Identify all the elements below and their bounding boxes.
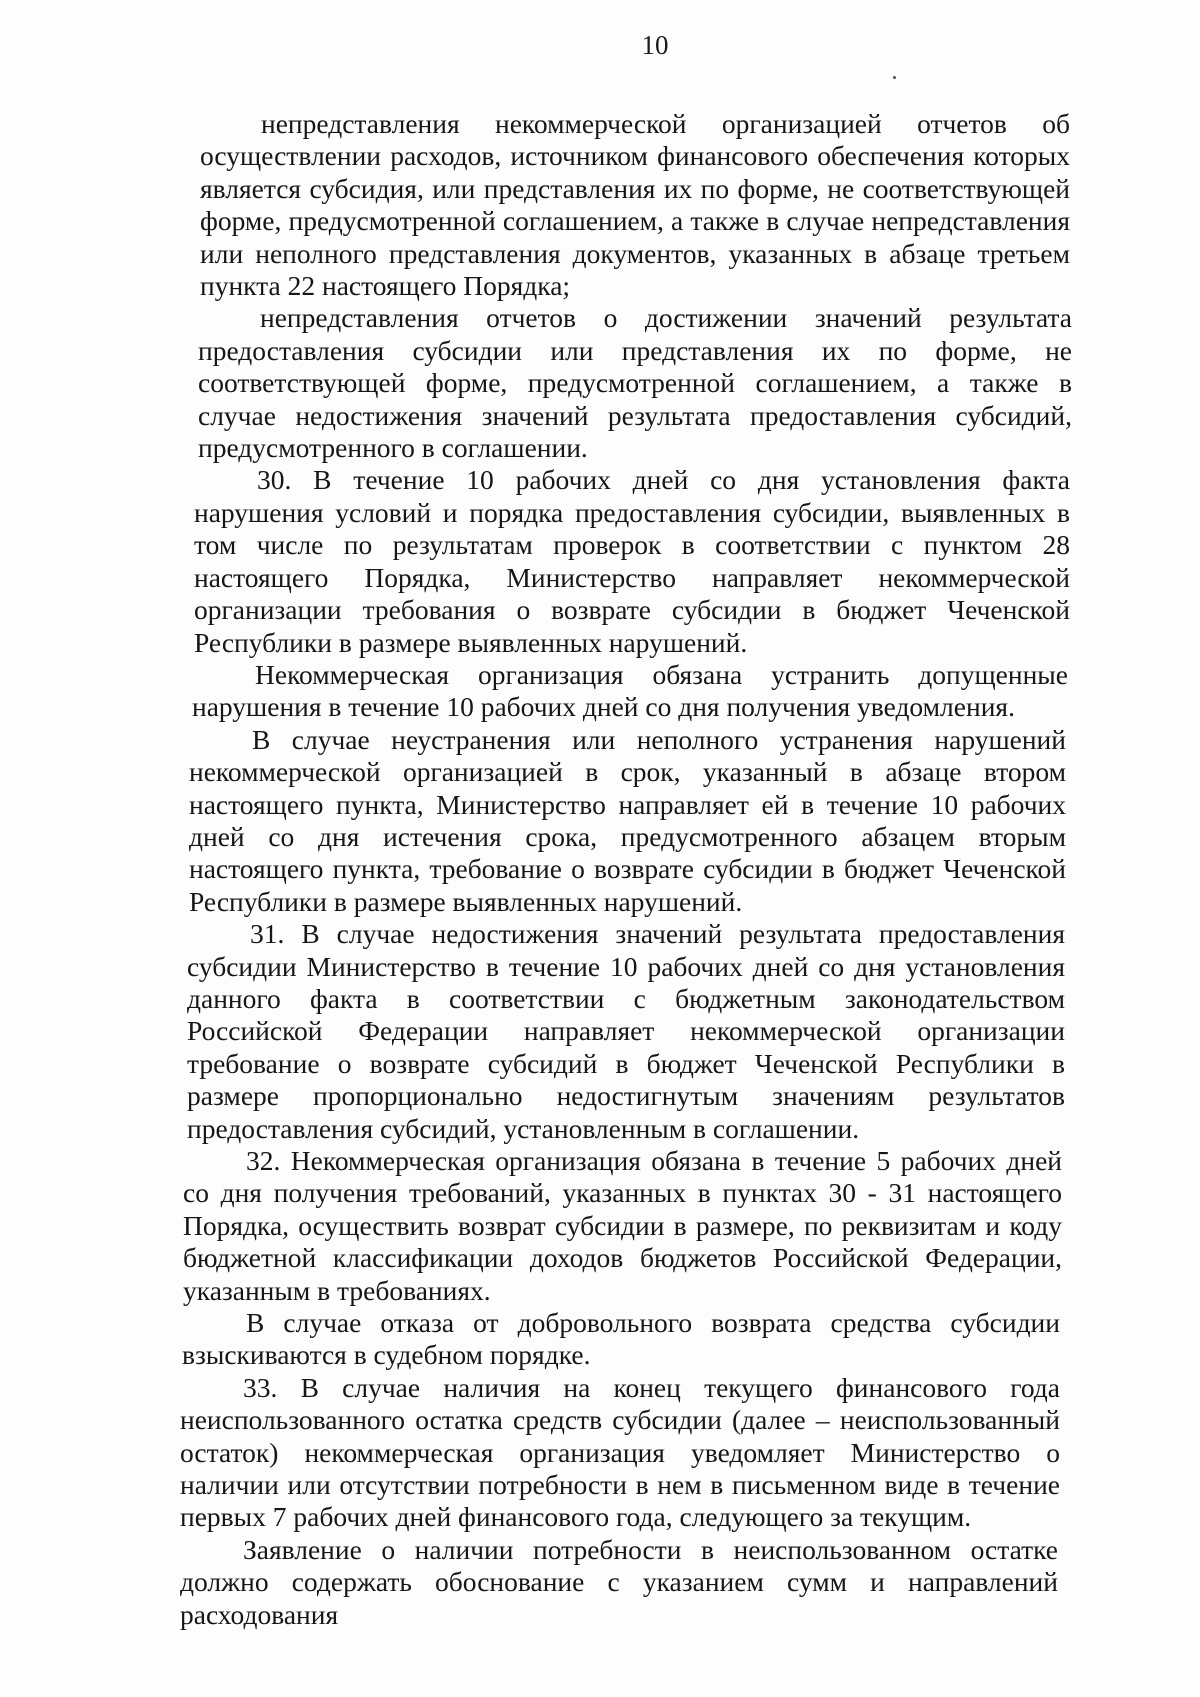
document-body: [0, 108, 1200, 1631]
paragraph-32: 32. Некоммерческая организация обязана в течение 5 рабочих дней со дня получения требований, указанных в пунктах 30 - 31 настоящего Порядка, осуществить возврат субсидии в размере, по реквизитам и коду бюджетной классификации доходов бюджетов Российской Федерации, указанным в требованиях.: [183, 1145, 1062, 1306]
paragraph-33: 33. В случае наличия на конец текущего финансового года неиспользованного остатка средств субсидии (далее – неиспользованный остаток) некоммерческая организация уведомляет Министерство о наличии или отсутствии потребности в нем в письменном виде в течение первых 7 рабочих дней финансового года, следующего за текущим.: [180, 1371, 1060, 1533]
paragraph-31: 31. В случае недостижения значений результата предоставления субсидии Министерство в течение 10 рабочих дней со дня установления данного факта в соответствии с бюджетным законодательством Российской Федерации направляет некоммерческой организации требование о возврате субсидий в бюджет Чеченской Республики в размере пропорционально недостигнутым значениям результатов предоставления субсидий, установленным в соглашении.: [187, 918, 1065, 1144]
paragraph-33-2: Заявление о наличии потребности в неиспользованном остатке должно содержать обоснование с указанием сумм и направлений расходования: [180, 1533, 1058, 1630]
page-number: 10: [641, 30, 669, 60]
paragraph-30-2: Некоммерческая организация обязана устранить допущенные нарушения в течение 10 рабочих дней со дня получения уведомления.: [192, 658, 1068, 723]
paragraph-2: непредставления отчетов о достижении значений результата предоставления субсидии или представления их по форме, не соответствующей форме, предусмотренной соглашением, а также в случае недостижения значений результата предоставления субсидий, предусмотренного в соглашении.: [198, 302, 1072, 464]
paragraph-32-2: В случае отказа от добровольного возврата средства субсидии взыскиваются в судебном порядке.: [182, 1307, 1060, 1371]
paragraph-1: непредставления некоммерческой организацией отчетов об осуществлении расходов, источником финансового обеспечения которых является субсидия, или представления их по форме, не соответствующей форме, предусмотренной соглашением, а также в случае непредставления или неполного представления документов, указанных в абзаце третьем пункта 22 настоящего Порядка;: [200, 108, 1070, 302]
paragraph-30: 30. В течение 10 рабочих дней со дня установления факта нарушения условий и порядка предоставления субсидии, выявленных в том числе по результатам проверок в соответствии с пунктом 28 настоящего Порядка, Министерство направляет некоммерческой организации требования о возврате субсидии в бюджет Чеченской Республики в размере выявленных нарушений.: [194, 464, 1070, 658]
scan-speck: [893, 76, 896, 79]
paragraph-30-3: В случае неустранения или неполного устранения нарушений некоммерческой организацией в срок, указанный в абзаце втором настоящего пункта, Министерство направляет ей в течение 10 рабочих дней со дня истечения срока, предусмотренного абзацем вторым настоящего пункта, требование о возврате субсидии в бюджет Чеченской Республики в размере выявленных нарушений.: [189, 723, 1066, 917]
